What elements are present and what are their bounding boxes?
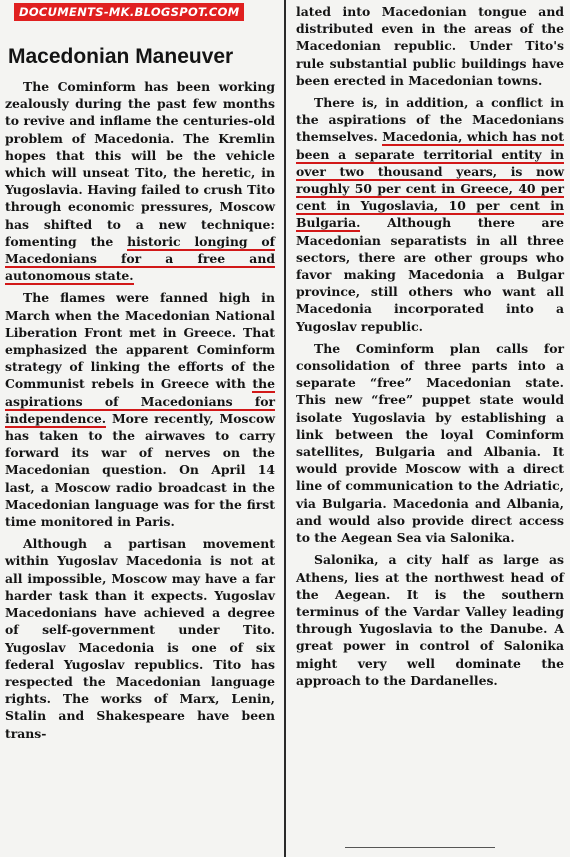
highlight-aspirations: the aspirations of Macedonians for independence. — [5, 376, 275, 426]
paragraph-1-text: The Cominform has been working zealously during the past few months to revive and inflame the centuries-old problem of Macedonia. The Kremlin hopes that this will be the vehicle which will unseat Tito, the heretic, in Yugoslavia. Having failed to crush Tito through economic pressures, Moscow has shifted to a new technique: fomenting the — [5, 79, 275, 249]
paragraph-3: Although a partisan movement within Yugoslav Macedonia is not at all impossible, Moscow may have a far harder task than it expects. Yugoslav Macedonians have achieved a degree of self-government under Tito. Yugoslav Macedonia is one of six federal Yugoslav republics. Tito has respected the Macedonian language rights. The works of Marx, Lenin, Stalin and Shakespeare have been trans- — [5, 536, 275, 741]
highlight-territorial-split: Macedonia, which has not been a separate territorial entity in over two thousand years, is now roughly 50 per cent in Greece, 40 per cent in Yugoslavia, 10 per cent in Bulgaria. — [296, 129, 564, 231]
paragraph-5: The Cominform plan calls for consolidation of three parts into a separate “free” Macedonian state. This new “free” puppet state would isolate Yugoslavia by establishing a link between the loyal Cominform satellites, Bulgaria and Albania. It would provide Moscow with a direct line of communication to the Adriatic, via Bulgaria. Macedonia and Albania, and would also provide direct access to the Aegean Sea via Salonika. — [296, 340, 564, 546]
column-divider — [284, 0, 286, 857]
paragraph-6: Salonika, a city half as large as Athens, lies at the northwest head of the Aegean. It is the southern terminus of the Vardar Valley leading through Yugoslavia to the Danube. A great power in control of Salonika might very well dominate the approach to the Dardanelles. — [296, 552, 564, 688]
paragraph-4-text-a: There is, in addition, a conflict in the aspirations of the Macedonians themselves. — [296, 95, 564, 145]
paragraph-4 — [296, 94, 564, 335]
paragraph-2-text-a: The flames were fanned high in March when the Macedonian National Liberation Front met in Greece. That emphasized the apparent Cominform strategy of linking the efforts of the Communist rebels in Greece with — [5, 290, 275, 392]
paragraph-continued: lated into Macedonian tongue and distributed even in the areas of the Macedonian republic. Under Tito's rule substantial public buildings have been erected in Macedonian towns. — [296, 4, 564, 88]
paragraph-1 — [5, 78, 275, 284]
paragraph-2-text-b: More recently, Moscow has taken to the airwaves to carry forward its war of nerves on the Macedonian question. On April 14 last, a Moscow radio broadcast in the Macedonian language was for the first time monitored in Paris. — [5, 410, 275, 530]
paragraph-2 — [5, 289, 275, 530]
headline: Macedonian Maneuver — [8, 45, 234, 68]
watermark: DOCUMENTS-MK.BLOGSPOT.COM — [14, 3, 244, 21]
paragraph-4-text-b: Although there are Macedonian separatists in all three sectors, there are other groups who favor making Macedonia a Bulgar province, still others who want all Macedonia incorporated into a Yugoslav republic. — [296, 215, 564, 334]
highlight-historic-longing: historic longing of Macedonians for a free and autonomous state. — [5, 233, 275, 284]
end-rule — [345, 847, 495, 848]
